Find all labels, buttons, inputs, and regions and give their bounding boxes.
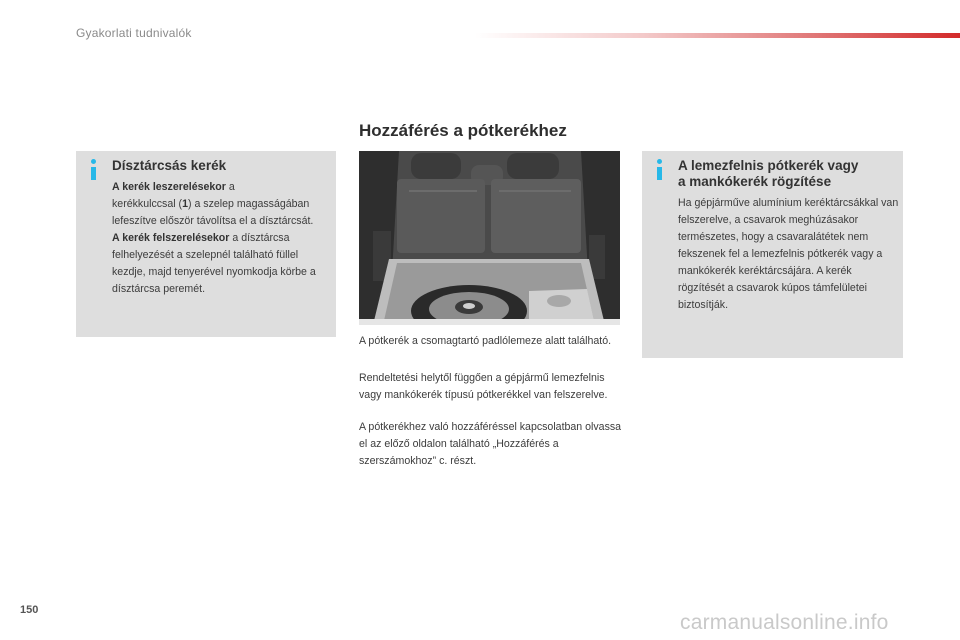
caption-location: A pótkerék a csomagtartó padlólemeze alatt található.	[359, 335, 612, 347]
info-box-text: Ha gépjárműve alumínium keréktárcsákkal van felszerelve, a csavarok meghúzásakor természetes, hogy a csavaralátétek nem fekszenek fel a lemezfelnis pótkerék vagy a mankókerék keréktárcsájára. A kerék rögzítését a csavarok kúpos támfelületei biztosítják.	[678, 197, 899, 311]
page-number: 150	[20, 604, 39, 616]
header-accent-bar	[475, 33, 960, 38]
section-title: Hozzáférés a pótkerékhez	[359, 121, 567, 140]
info-box-title: Dísztárcsás kerék	[112, 158, 227, 173]
info-box-title: A lemezfelnis pótkerék vagy a mankókerék rögzítése	[678, 158, 859, 189]
removal-label: A kerék leszerelésekor	[112, 181, 226, 193]
info-box-hubcap	[76, 151, 336, 337]
watermark: carmanualsonline.info	[680, 611, 889, 634]
boot-spare-wheel-photo	[359, 151, 620, 325]
caption-variants: Rendeltetési helytől függően a gépjármű lemezfelnis vagy mankókerék típusú pótkerékkel van felszerelve.	[359, 372, 608, 401]
info-box-fixing	[642, 151, 903, 358]
running-header: Gyakorlati tudnivalók	[76, 26, 192, 40]
info-box-text: A kerék leszerelésekor a kerékkulccsal (1) a szelep magasságában lefeszítve először távolítsa el a dísztárcsát. A kerék felszerelésekor a dísztárcsa felhelyezését a szelepnél található füllel kezdje, majd tenyerével nyomkodja körbe a dísztárcsa peremét.	[112, 181, 316, 295]
caption-reference: A pótkerékhez való hozzáféréssel kapcsolatban olvassa el az előző oldalon található „Hozzáférés a szerszámokhoz” c. részt.	[359, 421, 622, 467]
refit-label: A kerék felszerelésekor	[112, 232, 230, 244]
reference-number: 1	[182, 198, 188, 210]
